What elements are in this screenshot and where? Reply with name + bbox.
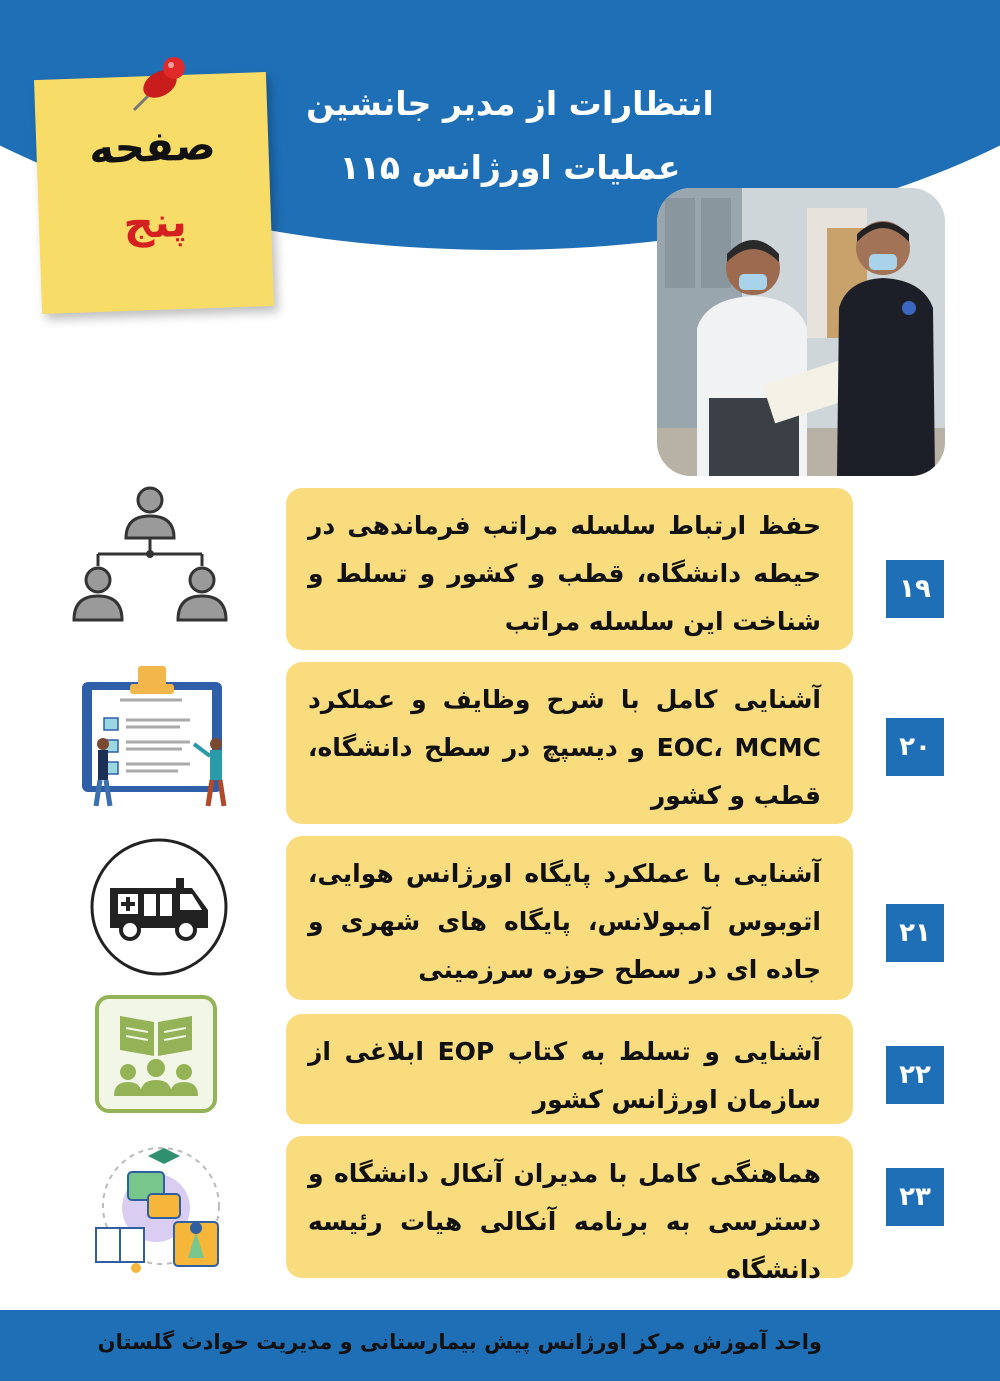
title-line-2: عملیات اورژانس ۱۱۵	[339, 148, 681, 187]
list-item	[286, 836, 853, 1000]
page-title	[300, 72, 720, 200]
book-group-icon	[94, 994, 218, 1114]
list-item	[286, 662, 853, 824]
item-number: ۲۲	[886, 1046, 944, 1104]
title-line-1: انتظارات از مدیر جانشین	[306, 84, 714, 123]
org-chart-icon	[70, 480, 230, 628]
push-pin-icon	[120, 54, 200, 114]
education-icon	[86, 1136, 236, 1286]
item-text: هماهنگی کامل با مدیران آنکال دانشگاه و دسترسی به برنامه آنکالی هیات رئیسه دانشگاه	[308, 1159, 821, 1284]
list-item	[286, 1136, 853, 1284]
item-text: آشنایی با عملکرد پایگاه اورژانس هوایی، اتوبوس آمبولانس، پایگاه های شهری و جاده ای در سطح حوزه سرزمینی	[308, 859, 821, 984]
item-number: ۱۹	[886, 560, 944, 618]
ambulance-icon	[88, 836, 230, 978]
note-line-2: پنج	[122, 196, 188, 249]
item-number: ۲۳	[886, 1168, 944, 1226]
managers-photo	[657, 188, 945, 476]
list-item	[286, 488, 853, 650]
item-text: آشنایی کامل با شرح وظایف و عملکرد EOC، MCMC و دیسپچ در سطح دانشگاه، قطب و کشور	[308, 685, 821, 810]
item-text: آشنایی و تسلط به کتاب EOP ابلاغی از سازمان اورژانس کشور	[308, 1037, 821, 1114]
note-line-1: صفحه	[88, 119, 217, 174]
job-description-icon	[70, 660, 240, 810]
item-text: حفظ ارتباط سلسله مراتب فرماندهی در حیطه دانشگاه، قطب و کشور و تسلط و شناخت این سلسله مراتب	[308, 511, 821, 636]
footer-bar	[0, 1310, 1000, 1381]
item-number: ۲۱	[886, 904, 944, 962]
footer-text: واحد آموزش مرکز اورژانس پیش بیمارستانی و مدیریت حوادث گلستان	[97, 1330, 822, 1354]
list-item	[286, 1014, 853, 1124]
item-number: ۲۰	[886, 718, 944, 776]
